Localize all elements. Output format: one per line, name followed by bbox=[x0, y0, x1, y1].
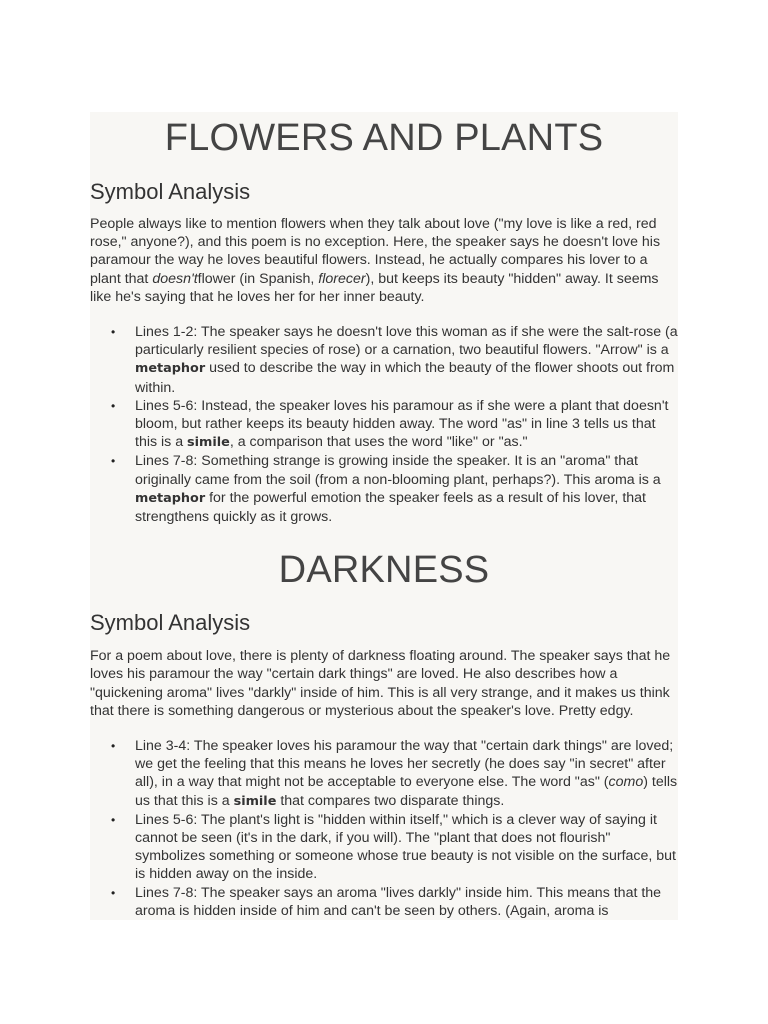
italic-text: florecer bbox=[318, 270, 366, 287]
list-item bbox=[111, 737, 678, 811]
list-item bbox=[111, 452, 678, 526]
text-run: used to describe the way in which the beauty of the flower shoots out from within. bbox=[135, 360, 675, 396]
text-run: , a comparison that uses the word "like" or "as." bbox=[229, 434, 528, 451]
section-darkness bbox=[90, 528, 678, 920]
text-run: flower (in Spanish, bbox=[197, 270, 319, 287]
list-item bbox=[111, 811, 678, 884]
bullet-list bbox=[90, 737, 678, 920]
section-flowers-and-plants bbox=[90, 112, 678, 528]
bold-term: metaphor bbox=[135, 361, 206, 377]
bullet-icon: • bbox=[111, 885, 116, 900]
text-run: ), but keeps its beauty "hidden" away. It seems like he's saying that he loves her for her inner beauty. bbox=[90, 270, 659, 305]
bullet-icon: • bbox=[111, 398, 116, 413]
bold-term: simile bbox=[187, 435, 230, 451]
subheading: Symbol Analysis bbox=[90, 610, 251, 636]
list-item bbox=[111, 397, 678, 453]
text-run: Lines 5-6: The plant's light is "hidden within itself," which is a clever way of saying it cannot be seen (it's in the dark, if you will). The "plant that does not flourish" symbolizes something or someone whose true beauty is not visible on the surface, but is hidden away on the inside. bbox=[135, 811, 676, 883]
bullet-icon: • bbox=[111, 739, 116, 754]
bold-term: metaphor bbox=[135, 490, 206, 506]
text-run: People always like to mention flowers when they talk about love ("my love is like a red, red rose," anyone?), and this poem is no exception. Here, the speaker says he doesn't love his paramour the way he loves beautiful flowers. Instead, he actually compares his lover to a plant that bbox=[90, 216, 661, 287]
text-run: for the powerful emotion the speaker feels as a result of his lover, that strengthens quickly as it grows. bbox=[135, 489, 646, 526]
text-run: Lines 1-2: The speaker says he doesn't love this woman as if she were the salt-rose (a particularly resilient species of rose) or a carnation, two beautiful flowers. "Arrow" is a bbox=[135, 324, 678, 359]
subheading: Symbol Analysis bbox=[90, 179, 251, 204]
text-run: Line 3-4: The speaker loves his paramour the way that "certain dark things" are loved; we get the feeling that this means he loves her secretly (he does say "in secret" after all), in a way that might not be acceptable to everyone else. The word "as" ( bbox=[135, 738, 674, 791]
intro-paragraph: For a poem about love, there is plenty of darkness floating around. The speaker says that he loves his paramour the way "certain dark things" are loved. He also describes how a "quickening aroma" lives "darkly" inside of him. This is all very strange, and it makes us think that there is something dangerous or mysterious about the speaker's love. Pretty edgy. bbox=[90, 648, 671, 719]
section-title: FLOWERS AND PLANTS bbox=[164, 117, 604, 159]
text-run: that compares two disparate things. bbox=[276, 792, 505, 809]
text-run: Lines 7-8: The speaker says an aroma "lives darkly" inside him. This means that the aroma is hidden inside of him and can't be seen by others. (Again, aroma is bbox=[135, 884, 662, 919]
bold-term: simile bbox=[233, 793, 277, 809]
text-run: Lines 7-8: Something strange is growing inside the speaker. It is an "aroma" that originally came from the soil (from a non-blooming plant, perhaps?). This aroma is a bbox=[135, 453, 661, 488]
list-item bbox=[111, 323, 678, 397]
bullet-icon: • bbox=[111, 454, 116, 469]
text-run: ) tells us that this is a bbox=[135, 774, 678, 809]
list-item bbox=[111, 884, 678, 920]
italic-text: como bbox=[608, 774, 644, 791]
bullet-icon: • bbox=[111, 325, 116, 340]
text-run: Lines 5-6: Instead, the speaker loves his paramour as if she were a plant that doesn't bloom, but rather keeps its beauty hidden away. The word "as" in line 3 tells us that this is a bbox=[135, 397, 669, 451]
document-page bbox=[90, 112, 678, 930]
section-title: DARKNESS bbox=[278, 549, 490, 592]
bullet-list bbox=[90, 323, 678, 526]
intro-paragraph bbox=[90, 215, 678, 306]
italic-text: doesn't bbox=[152, 270, 198, 287]
bullet-icon: • bbox=[111, 812, 116, 827]
